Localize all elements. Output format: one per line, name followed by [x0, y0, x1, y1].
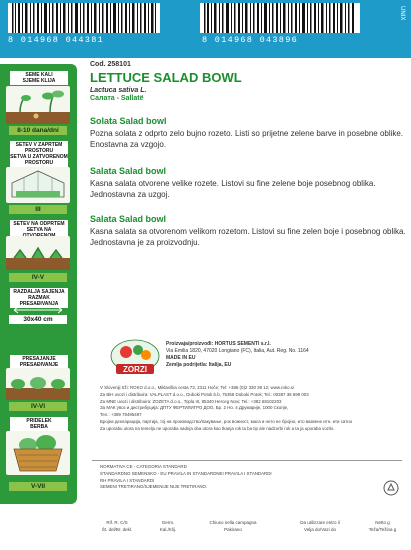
step-indoor-label: SETEV V ZAPRTEM PROSTORU SETVA U ZATVORENOM PROSTORU — [10, 142, 68, 166]
footer-expiry-line1: Da utilizzare entro il — [300, 520, 340, 525]
spacing-arrows-icon — [6, 302, 70, 312]
step-indoor-period: III — [9, 205, 67, 214]
normative-info — [100, 464, 400, 491]
distribution-info — [100, 385, 400, 433]
producer-line-1: Proizvaja/proizvođi: HORTUS SEMENTI s.r.l. — [166, 341, 271, 347]
footer-germ — [148, 519, 188, 533]
distrib-line: За МАК увоз и дистрибуција: ДПТУ ФЕРТИЛИГРО ДОО, Бр. 2 Но. 4 Друмарије, 1000 Скопје, — [100, 405, 289, 411]
footer-germ-line2: Kal./Klij. — [159, 527, 177, 532]
distrib-line: Тел.: +389 78495497 — [100, 412, 142, 418]
barcode-band — [0, 0, 411, 58]
norm-line: SEMENI TRETIRANO/SJEMENIJE NIJE TRETIRANO. — [100, 484, 208, 490]
barcode-left-number: 8 014968 044381 — [8, 35, 105, 45]
barcode-right-number: 8 014968 043896 — [202, 35, 299, 45]
footer-packed-line2: Pakirano — [224, 527, 242, 532]
product-title: LETTUCE SALAD BOWL — [90, 70, 242, 85]
section-title-sr: Salata Salad bowl — [90, 214, 167, 224]
footer-ref-line2: Št. del/Br. dekl. — [101, 527, 133, 532]
footer-expiry — [290, 519, 350, 533]
unix-mark: UNIX — [399, 6, 405, 21]
section-title-sl: Solata Salad bowl — [90, 116, 167, 126]
step-harvest-period: V-VII — [9, 482, 67, 491]
footer-packed — [198, 519, 268, 533]
growing-sidebar — [0, 64, 77, 504]
producer-line-4: Zemlja podrijetla: Italija, EU — [166, 362, 232, 368]
latin-name: Lactuca sativa L. — [90, 87, 147, 94]
footer-ref — [92, 519, 142, 533]
footer-packed-line1: Chiuso nella campagna — [209, 520, 257, 525]
producer-line-3: MADE IN EU — [166, 355, 196, 361]
section-text-hr: Kasna salata otvorene velike rozete. Listovi su fine zelene boje posebnog oblika. Jednostavna za uzgoj. — [90, 179, 376, 199]
footer-germ-line1: Germ. — [161, 520, 175, 525]
step-transplant-period: IV-VI — [9, 402, 67, 411]
barcode-left — [8, 3, 160, 33]
distrib-line: Za BiH uvozi i distribuira: VALPLAST d.o.o., Duboki Potok b.b, 75358 Duboki Potok; Tel.: 00387 35 699 003 — [100, 391, 309, 397]
seedling-icon — [6, 86, 70, 124]
section-title-hr: Salata Salad bowl — [90, 166, 167, 176]
brand-name: ZORZI — [123, 365, 147, 374]
step-transplant-label: PRESAJANJE PRESAĐIVANJE — [9, 354, 69, 370]
barcode-right-bars — [200, 3, 360, 33]
step-outdoor-label: SETEV NA ODPRTEM SETVA NA — [9, 219, 69, 241]
section-text-sl: Pozna solata z odprto zelo bujno rozeto. Listi so prijetne zelene barve in posebne oblike. Enostavna za vzgojo. — [90, 129, 404, 149]
distrib-line: Za MNE uvozi i distribuira: ZOZETA d.o.o., Topla III, 85340 Herceg Novi; Tel.: +382 68102203 — [100, 398, 282, 404]
producer-line-2: Via Emilia 1820, 47020 Longiano (FC), Italia, Aut. Reg. No. 1164 — [166, 348, 309, 354]
outdoor-sowing-icon — [6, 236, 70, 270]
barcode-right — [200, 3, 360, 33]
norm-line: STANDARDNO SEMENSKO - EU PRAVILA IN STANDARDNEI PRAVILA I STANDARDI — [100, 470, 272, 476]
distrib-line: Za uporabu utora na temelju ne uporaba sadnja oba utora kao tkanja rok ta ba tip ale nadzorbi rok a ta ja uporaba vozilo. — [100, 425, 335, 431]
greenhouse-icon — [6, 167, 70, 203]
step-harvest-label: PRIDELEK BERBA — [9, 416, 69, 432]
step-germination-label: SEME KALI SJEME KLIJA — [9, 70, 69, 86]
footer-weight-line2: Teža/Težina g — [368, 527, 397, 532]
step-outdoor-period: IV-V — [9, 273, 67, 282]
recycle-icon — [383, 480, 399, 496]
transplant-icon — [6, 368, 70, 400]
norm-line: RH PRAVILA I STANDARDI — [100, 477, 155, 483]
footer-weight-line1: Netto g — [375, 520, 390, 525]
step-spacing-value: 30x40 cm — [9, 315, 67, 324]
step-spacing-label: RAZDALJA SAJENJA RAZMAK PRESAĐIVANJA — [9, 287, 69, 309]
section-text-sr: Kasna salata sa otvorenom velikom rozetom. Listovi su fine zelen boje i posebnog oblika. Jednostavna je za proizvodnju. — [90, 227, 406, 247]
distrib-line: Бројна декларација, партија, тој на производство/пакување, рок вожност, маса и нето не бројно, ито вазвене итн. ити сатно — [100, 418, 353, 424]
zorzi-logo — [108, 338, 162, 378]
footer-expiry-line2: Velja do/Vazi do — [304, 527, 336, 532]
divider — [92, 460, 402, 461]
step-germination-period: 8-10 dana/dni — [9, 126, 67, 135]
distrib-line: V Sloveniji trži: ROKO d.o.o., Miklavška cesta 73, 2311 Hoče; Tel: +386 (0)2 330 38 12; www.roko.si — [100, 385, 294, 390]
barcode-left-bars — [8, 3, 160, 33]
norm-line: NORMATIVA CE - CATEGORIA STANDARD — [100, 464, 187, 469]
product-code: Cod. 258101 — [90, 61, 131, 68]
harvest-basket-icon — [6, 431, 70, 475]
translated-name: Салата - Sallatë — [90, 95, 144, 102]
producer-info — [166, 341, 309, 369]
footer-ref-line1: Rif. R. C/S — [106, 520, 128, 525]
footer-weight — [360, 519, 405, 533]
